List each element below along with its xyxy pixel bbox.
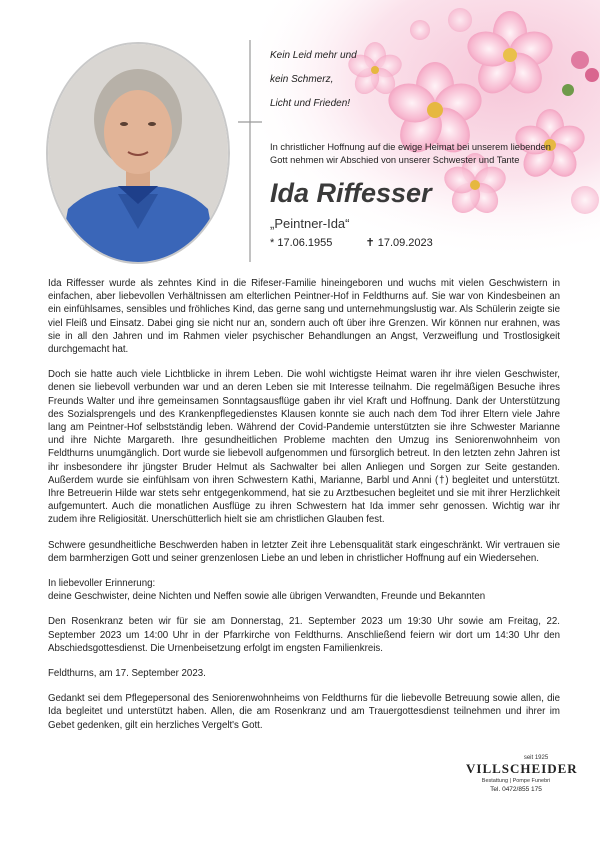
paragraph-service: Den Rosenkranz beten wir für sie am Donnerstag, 21. September 2023 um 19:30 Uhr sowie am Freitag, 22. September 2023 um 14:00 Uhr in der Pfarrkirche von Feldthurns. Anschließend feiern wir dort um 14:30 Uhr den Abschiedsgottesdienst. Die Urnenbeisetzung erfolgt im engsten Familienkreis. — [48, 616, 560, 654]
logo-subtitle: Bestattung | Pompe Funebri — [481, 778, 551, 784]
life-dates — [270, 236, 463, 249]
quote-line-2: kein Schmerz, — [270, 74, 334, 85]
quote-line-3: Licht und Frieden! — [270, 98, 351, 109]
logo-since: seit 1925 — [523, 755, 549, 761]
obituary-body — [48, 277, 560, 744]
quote-line-1: Kein Leid mehr und — [270, 50, 357, 61]
death-date: ✝ 17.09.2023 — [365, 237, 433, 249]
nickname: „Peintner-Ida“ — [270, 216, 350, 231]
portrait-image — [48, 44, 228, 262]
remembrance-family: deine Geschwister, deine Nichten und Neffen sowie alle übrigen Verwandten, Freunde und Bekannten — [48, 591, 486, 603]
logo-brand: VILLSCHEIDER — [466, 761, 578, 776]
deceased-name: Ida Riffesser — [270, 178, 432, 208]
intro-text: In christlicher Hoffnung auf die ewige Heimat bei unserem liebenden Gott nehmen wir Abschied von unserer Schwester und Tante — [270, 142, 551, 165]
paragraph-health: Schwere gesundheitliche Beschwerden haben in letzter Zeit ihre Lebensqualität stark eingeschränkt. Wir vertrauen sie dem barmherzigen Gott und seiner grenzenlosen Liebe an und leben in christlicher Hoffnung auf ein Wiedersehen. — [48, 539, 560, 564]
paragraph-biography: Ida Riffesser wurde als zehntes Kind in die Rifeser-Familie hineingeboren und wuchs mit vielen Geschwistern in einfachen, aber liebevollen Verhältnissen am elterlichen Peintner-Hof in Feldthurns auf. Sie war von Kindesbeinen an ein einfühlsames, sensibles und fröhliches Kind, das gerne sang und unternehmungslustig war. Als Schülerin zeigte sie viel Fleiß und Einsatz. Dabei ging sie nicht nur an, sondern auch oft über ihre Grenzen. Wir können nur erahnen, was sie in all den Jahren und im Rahmen vieler psychischer Behandlungen an Angst, Verzweiflung und Trostlosigkeit durchgemacht hat. — [48, 278, 560, 356]
portrait-photo — [46, 42, 230, 264]
paragraph-life: Doch sie hatte auch viele Lichtblicke in ihrem Leben. Die wohl wichtigste Heimat waren ihr ihre vielen Geschwister, denen sie liebevoll verbunden war und an deren Leben sie mit Interesse teilnahm. Die regelmäßigen Besuche ihres Freunds Walter und ihre gemeinsamen Sonntagsausflüge gaben ihr viel Kraft und Hoffnung. Dank der Unterstützung des Sozialsprengels und des Krankenpflegedienstes Klausen konnte sie auch nach dem Tod ihrer Eltern viele Jahre lang am Peintner-Hof selbstständig leben. Während der Covid-Pandemie unterstützten sie ihre Schwester Marianne und ihre Nichte Margareth. Ihre gesundheitlichen Probleme machten den Umzug ins Seniorenwohnheim von Feldthurns unumgänglich. Dort wurde sie liebevoll aufgenommen und fürsorglich betreut. In den letzten zehn Jahren ist ihr insbesondere ihr jüngster Bruder Helmut als Sachwalter bei allen Anliegen und Sorgen zur Seite gestanden. Außerdem wurde sie einfühlsam von ihren Schwestern Kathi, Marianne, Barbl und Anni (†) begleitet und unterstützt. Ihre Betreuerin Hilde war stets sehr entgegenkommend, hat sie zu Arztbesuchen begleitet und sie mit ihrer Herzlichkeit aufgemuntert. Auch die monatlichen Ausflüge zu ihren Schwestern hat Ida immer sehr genossen. Wichtig war ihr zudem ihre Religiosität. Unerschütterlich hielt sie am christlichen Glauben fest. — [48, 369, 560, 526]
logo-phone: Tel. 0472/855 175 — [490, 786, 542, 793]
remembrance-heading: In liebevoller Erinnerung: — [48, 578, 156, 590]
paragraph-thanks: Gedankt sei dem Pflegepersonal des Seniorenwohnheims von Feldthurns für die liebevolle Betreuung sowie allen, die Ida begleitet und unterstützt haben. Allen, die am Rosenkranz und am Trauergottesdienst teilnehmen und ihrer im Gebet gedenken, gilt ein herzliches Vergelt's Gott. — [48, 693, 560, 731]
place-date: Feldthurns, am 17. September 2023. — [48, 668, 206, 680]
memorial-quote — [270, 44, 357, 116]
funeral-home-logo — [466, 755, 578, 793]
birth-date: * 17.06.1955 — [270, 237, 333, 249]
cross-icon — [238, 40, 262, 262]
